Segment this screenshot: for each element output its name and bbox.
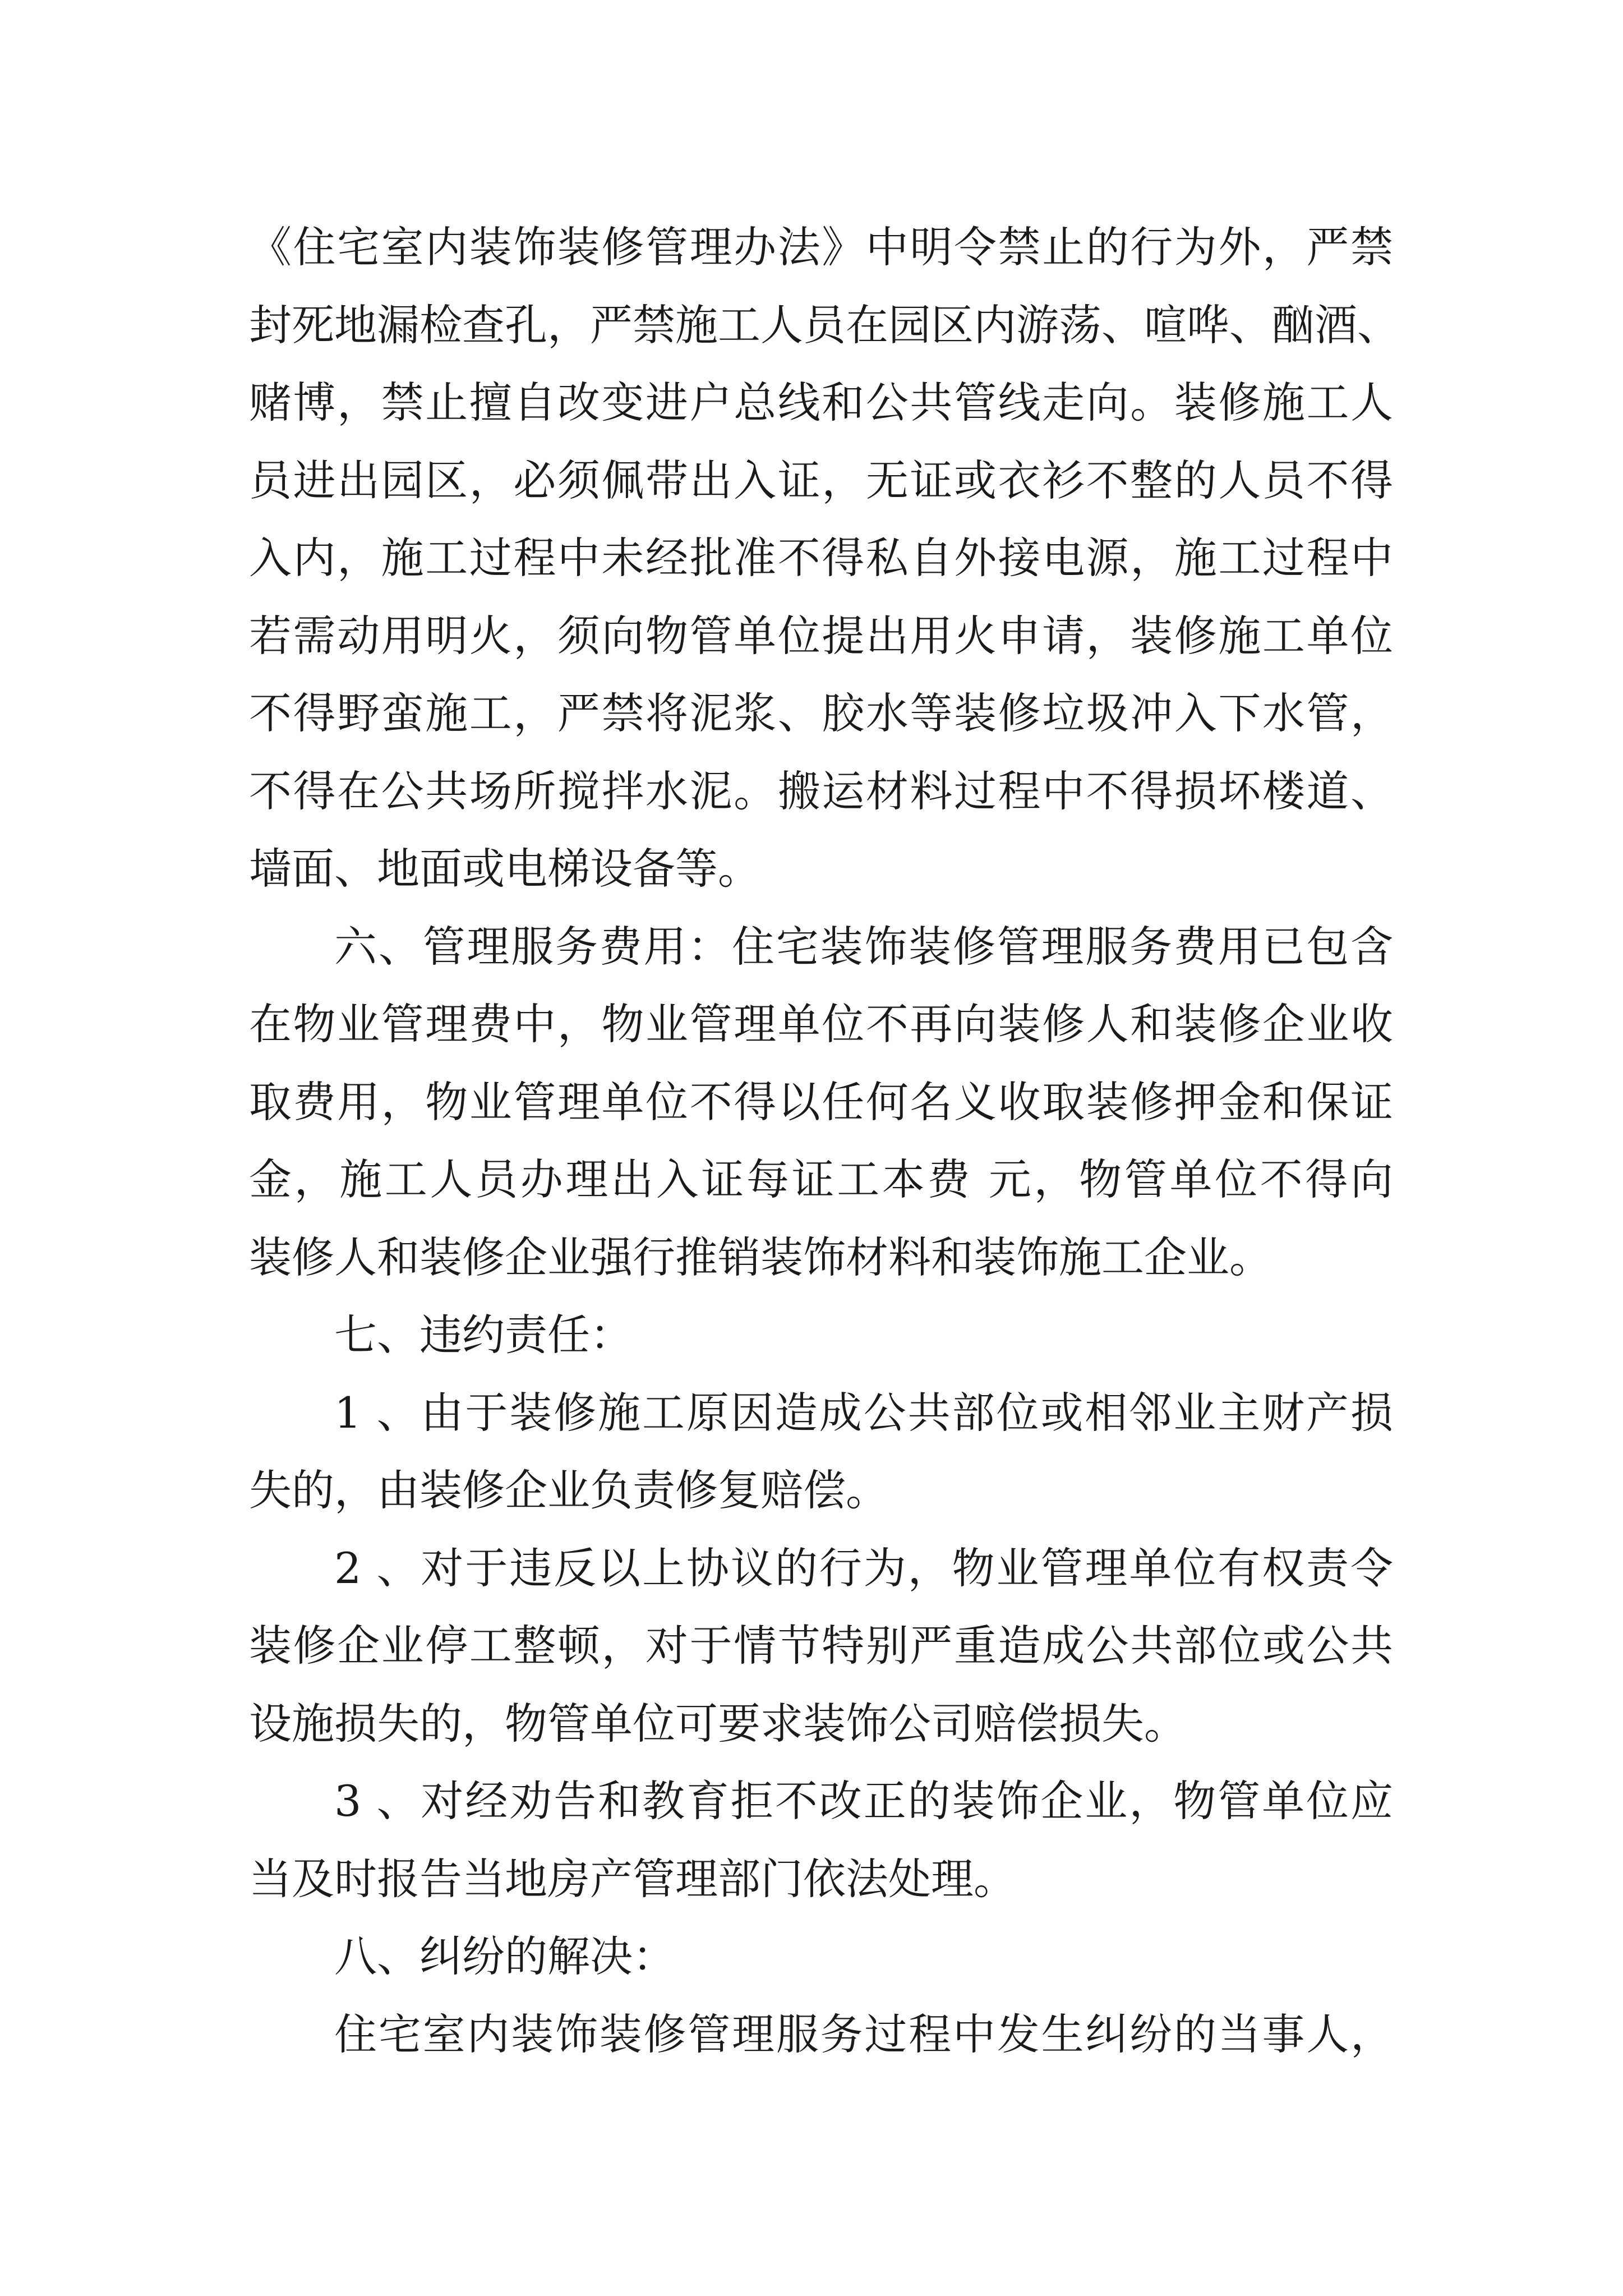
text-line: 取费用，物业管理单位不得以任何名义收取装修押金和保证 xyxy=(249,1076,1393,1127)
text-line: 不得在公共场所搅拌水泥。搬运材料过程中不得损坏楼道、 xyxy=(249,766,1393,816)
list-item-line: 1 、由于装修施工原因造成公共部位或相邻业主财产损 xyxy=(334,1387,1393,1438)
section-heading: 八、纠纷的解决： xyxy=(334,1931,675,1981)
text-line: 封死地漏检查孔，严禁施工人员在园区内游荡、喧哗、酗酒、 xyxy=(249,300,1400,350)
text-line: 装修人和装修企业强行推销装饰材料和装饰施工企业。 xyxy=(249,1232,1272,1282)
section-heading-line: 六、管理服务费用：住宅装饰装修管理服务费用已包含 xyxy=(334,921,1393,972)
text-line: 失的，由装修企业负责修复赔偿。 xyxy=(249,1465,888,1515)
text-line: 当及时报告当地房产管理部门依法处理。 xyxy=(249,1853,1016,1904)
text-line: 若需动用明火，须向物管单位提出用火申请，装修施工单位 xyxy=(249,610,1393,661)
text-line: 金，施工人员办理出入证每证工本费 元，物管单位不得向 xyxy=(249,1154,1393,1204)
text-line: 入内，施工过程中未经批准不得私自外接电源，施工过程中 xyxy=(249,533,1393,583)
paragraph-line: 住宅室内装饰装修管理服务过程中发生纠纷的当事人， xyxy=(334,2009,1393,2059)
text-line: 设施损失的，物管单位可要求装饰公司赔偿损失。 xyxy=(249,1698,1187,1749)
text-line: 墙面、地面或电梯设备等。 xyxy=(249,844,760,894)
text-line: 装修企业停工整顿，对于情节特别严重造成公共部位或公共 xyxy=(249,1621,1393,1671)
document-body xyxy=(249,209,1400,2073)
text-line: 《住宅室内装饰装修管理办法》中明令禁止的行为外，严禁 xyxy=(249,222,1393,272)
section-heading: 七、违约责任： xyxy=(334,1310,633,1360)
text-line: 不得野蛮施工，严禁将泥浆、胶水等装修垃圾冲入下水管， xyxy=(249,688,1393,738)
text-line: 赌博，禁止擅自改变进户总线和公共管线走向。装修施工人 xyxy=(249,378,1393,427)
text-line: 员进出园区，必须佩带出入证，无证或衣衫不整的人员不得 xyxy=(249,455,1393,505)
list-item-line: 3 、对经劝告和教育拒不改正的装饰企业，物管单位应 xyxy=(334,1776,1393,1826)
list-item-line: 2 、对于违反以上协议的行为，物业管理单位有权责令 xyxy=(334,1543,1393,1593)
text-line: 在物业管理费中，物业管理单位不再向装修人和装修企业收 xyxy=(249,999,1393,1049)
